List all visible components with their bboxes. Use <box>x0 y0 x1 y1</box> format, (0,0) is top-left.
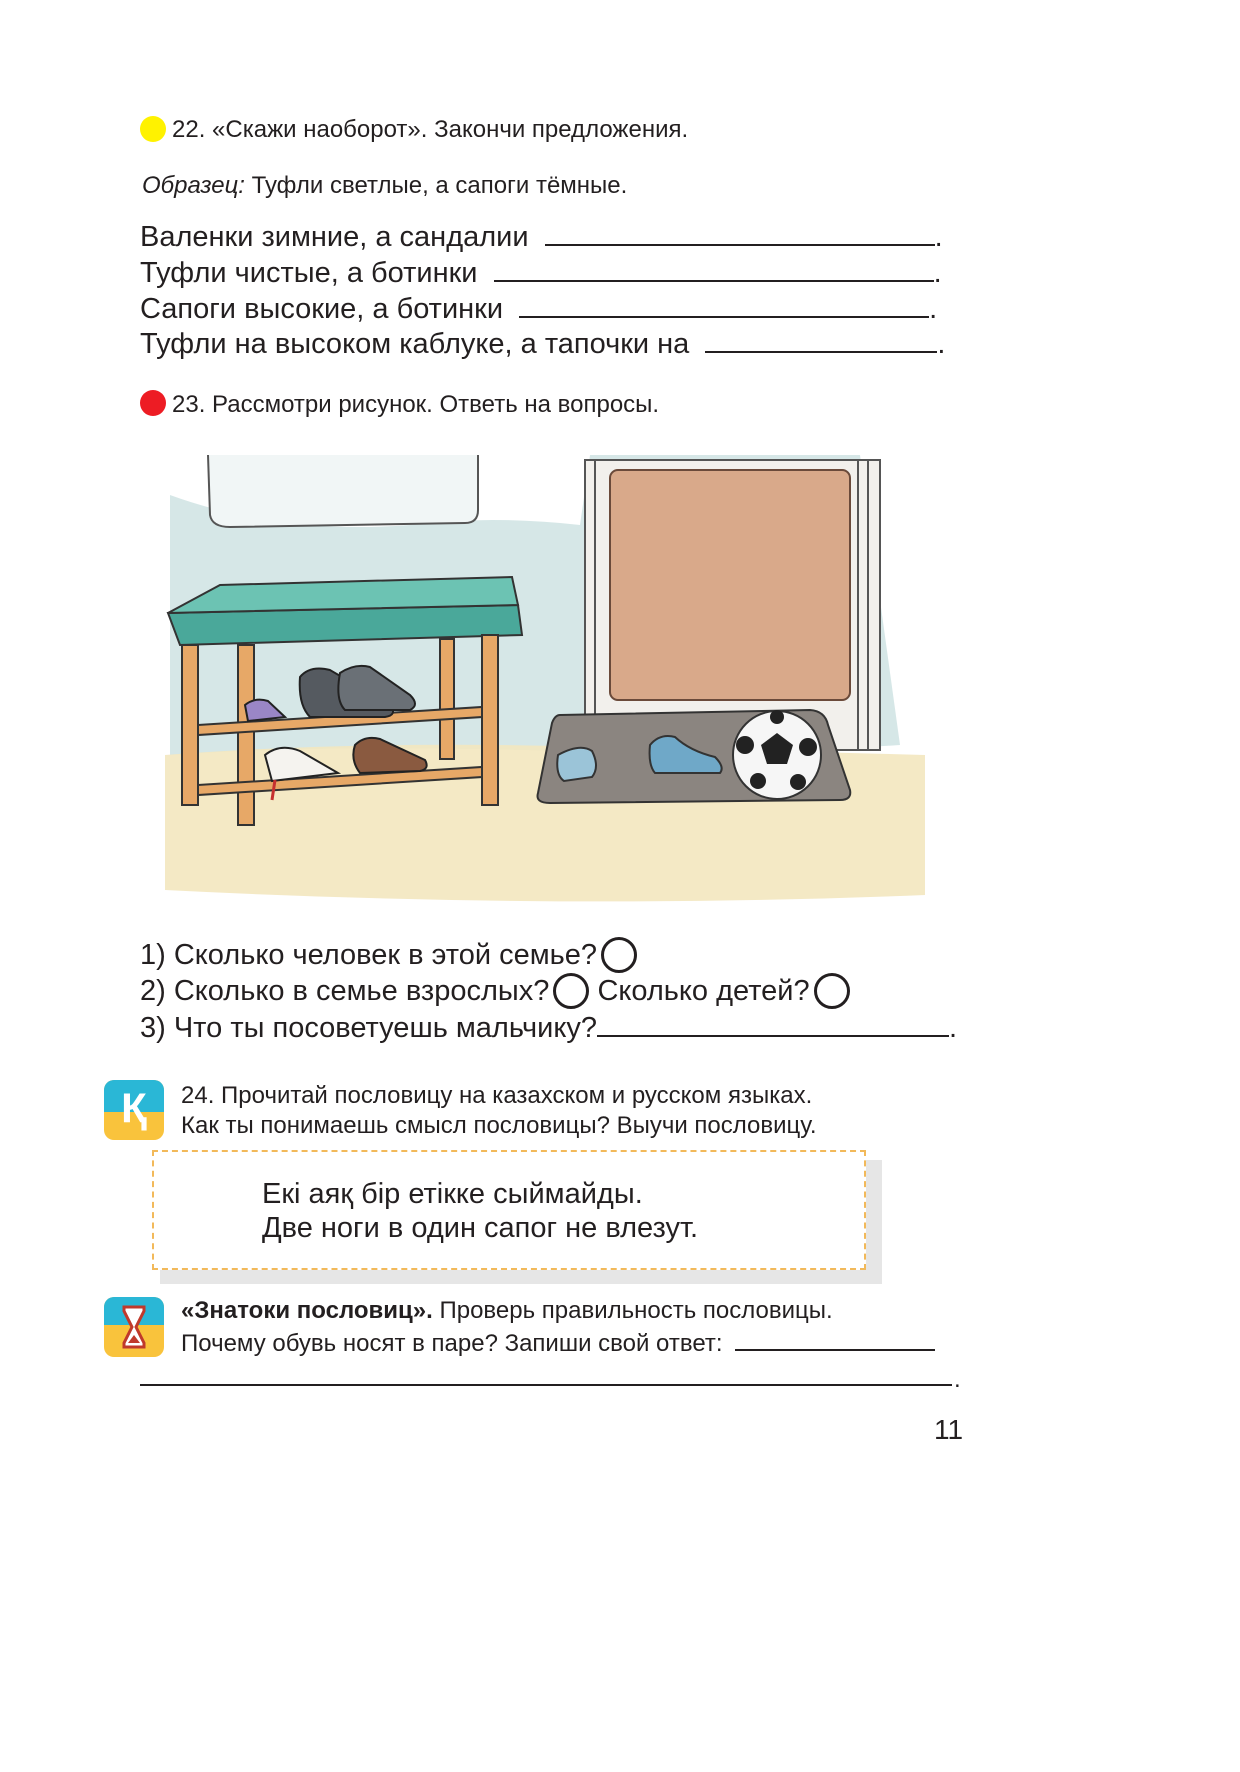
exercise-24-line-1: 24. Прочитай пословицу на казахском и русском языках. <box>181 1082 813 1109</box>
sample-label: Образец: <box>142 172 245 199</box>
answer-blank[interactable] <box>735 1327 935 1351</box>
hourglass-icon <box>104 1297 164 1357</box>
yellow-level-dot <box>140 116 166 142</box>
answer-line-period: . <box>954 1366 961 1393</box>
kazakh-letter: Қ <box>121 1084 147 1131</box>
znatoki-heading: «Знатоки пословиц». <box>181 1297 433 1324</box>
answer-blank[interactable] <box>519 290 929 318</box>
answer-blank[interactable] <box>494 254 934 282</box>
kazakh-language-icon <box>104 1080 164 1140</box>
question-text: 1) Сколько человек в этой семье? <box>140 939 598 971</box>
question-3: 3) Что ты посоветуешь мальчику? . <box>140 1009 957 1045</box>
sentence-line-3: Сапоги высокие, а ботинки . <box>140 290 937 326</box>
question-text: 3) Что ты посоветуешь мальчику? <box>140 1012 597 1044</box>
question-2 <box>140 973 850 1009</box>
answer-circle[interactable] <box>553 973 589 1009</box>
answer-blank[interactable] <box>597 1009 949 1037</box>
question-text: 2) Сколько в семье взрослых? <box>140 975 550 1007</box>
answer-blank[interactable] <box>705 325 937 353</box>
proverb-kazakh: Екі аяқ бір етікке сыймайды. <box>262 1178 643 1210</box>
znatoki-instruction: Проверь правильность пословицы. <box>432 1297 833 1324</box>
red-level-dot <box>140 390 166 416</box>
answer-line[interactable] <box>140 1384 952 1386</box>
znatoki-line-1 <box>181 1297 833 1325</box>
question-text: Сколько детей? <box>597 975 810 1007</box>
sentence-text: Туфли чистые, а ботинки <box>140 257 478 289</box>
exercise-22-sample <box>142 172 627 200</box>
proverb-box <box>152 1150 866 1270</box>
exercise-23-title: 23. Рассмотри рисунок. Ответь на вопросы. <box>172 391 660 418</box>
sample-text: Туфли светлые, а сапоги тёмные. <box>251 172 628 199</box>
sentence-text: Сапоги высокие, а ботинки <box>140 293 504 325</box>
sentence-text: Туфли на высоком каблуке, а тапочки на <box>140 328 690 360</box>
sentence-line-4: Туфли на высоком каблуке, а тапочки на . <box>140 325 945 361</box>
hallway-illustration <box>160 455 930 905</box>
page-number: 11 <box>934 1414 964 1445</box>
znatoki-line-2 <box>181 1327 935 1358</box>
sentence-text: Валенки зимние, а сандалии <box>140 221 529 253</box>
proverb-russian: Две ноги в один сапог не влезут. <box>262 1212 699 1244</box>
exercise-24-line-2: Как ты понимаешь смысл пословицы? Выучи пословицу. <box>181 1112 817 1139</box>
sentence-line-2: Туфли чистые, а ботинки . <box>140 254 942 290</box>
answer-circle[interactable] <box>814 973 850 1009</box>
sentence-line-1: Валенки зимние, а сандалии . <box>140 218 943 254</box>
question-1 <box>140 937 637 973</box>
answer-circle[interactable] <box>601 937 637 973</box>
exercise-22-title: 22. «Скажи наоборот». Закончи предложения. <box>172 116 689 143</box>
answer-blank[interactable] <box>545 218 935 246</box>
znatoki-question: Почему обувь носят в паре? Запиши свой ответ: <box>181 1330 723 1357</box>
